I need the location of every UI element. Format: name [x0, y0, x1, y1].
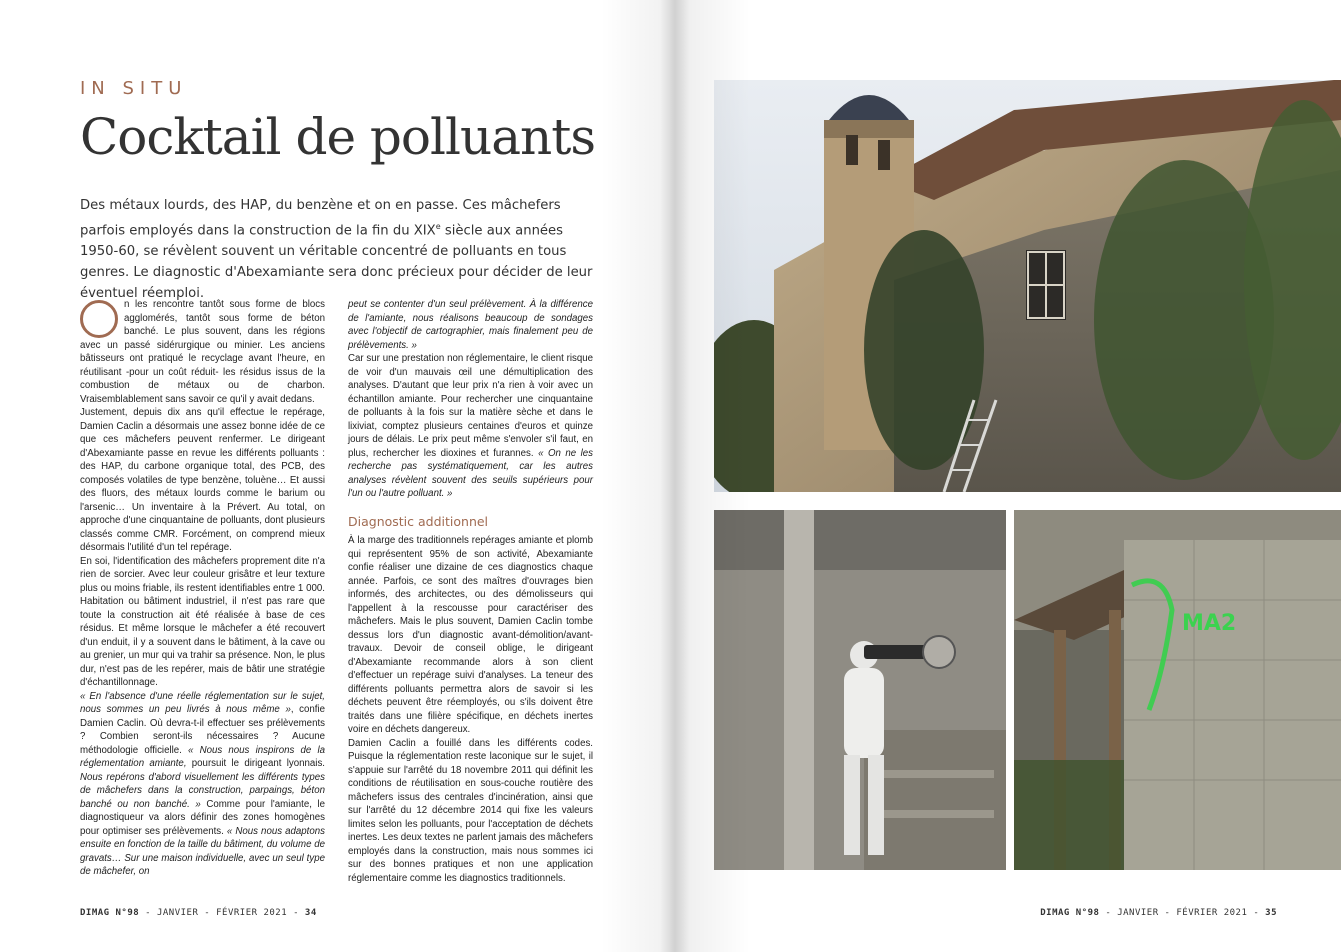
quote-text: « En l'absence d'une réelle réglementation sur le sujet, nous sommes un peu livrés à nous même » — [80, 690, 325, 715]
quote-text: Nous repérons d'abord visuellement les différents types de mâchefers dans la construction, parpaings, béton banché ou non banché. » — [80, 771, 325, 810]
photo-worker-drilling — [714, 510, 1006, 870]
paragraph — [80, 298, 325, 406]
page-footer-right — [1040, 908, 1277, 918]
paragraph-text: n les rencontre tantôt sous forme de blocs agglomérés, tantôt sous forme de béton banché. Le plus souvent, dans les régions avec un passé sidérurgique ou minier. Les anciens bâtisseurs ont pratiqué le recyclage avant l'heure, en réutilisant -pour un coût réduit- les résidus issus de la combustion de métaux ou de charbon. Vraisemblablement sans savoir ce qu'il y avait dedans. — [80, 299, 325, 405]
issue-date: - JANVIER - FÉVRIER 2021 - — [1099, 908, 1266, 918]
article-title: Cocktail de polluants — [80, 108, 595, 166]
lead-text-1: Des métaux lourds, des HAP, du benzène et on en passe. Ces mâchefers parfois employés dans la construction de la fin du XIX — [80, 198, 561, 239]
paragraph — [348, 298, 593, 352]
lead-text-2: siècle aux années 1950-60, se révèlent souvent un véritable concentré de polluants en tous genres. Le diagnostic d'Abexamiante sera donc précieux pour décider de leur éventuel réemploi. — [80, 223, 593, 301]
text-column-2 — [348, 298, 593, 885]
quote-text: « Nous nous adaptons ensuite en fonction de la taille du bâtiment, du volume de gravats… Sur une maison individuelle, avec un seul type de mâchefer, on — [80, 825, 325, 877]
paragraph-text: Comme pour l'amiante, le diagnostiqueur va alors définir des zones homogènes pour optimiser ses prélèvements. — [80, 798, 325, 837]
photo-church-building — [714, 80, 1341, 492]
paragraph-text: , confie Damien Caclin. Où devra-t-il effectuer ses prélèvements ? Combien seront-ils nécessaires ? Aucune méthodologie officielle. — [80, 704, 325, 756]
paragraph-text: Car sur une prestation non réglementaire, le client risque de voir d'un mauvais œil une démultiplication des analyses. D'autant que leur prix n'a rien à voir avec un échantillon amiante. Pour rechercher une cinquantaine de polluants à la fois sur la matière sèche et dans le lixiviat, comptez plusieurs centaines d'euros et quinze jours de délais. Le prix peut même s'envoler s'il faut, en plus, rechercher les dioxines et furannes. — [348, 353, 593, 459]
spray-mark-label: MA2 — [1182, 611, 1237, 636]
paragraph-text: poursuit le dirigeant lyonnais. — [186, 758, 325, 769]
magazine-name: DIMAG N°98 — [1040, 908, 1100, 918]
paragraph — [348, 352, 593, 501]
worker-illustration — [714, 510, 1006, 870]
text-column-1 — [80, 298, 325, 879]
wall-illustration — [1014, 510, 1341, 870]
paragraph: À la marge des traditionnels repérages amiante et plomb qui représentent 95% de son activité, Abexamiante confie réaliser une dizaine de ces diagnostics chaque année. Parfois, ce sont des maîtres d'ouvrages bien informés, des architectes, ou des démolisseurs qui l'appellent à la rescousse pour caractériser des mâchefers. Mais le plus souvent, Damien Caclin tombe dessus lors d'un diagnostic avant-démolition/avant-travaux. Devoir de conseil oblige, le dirigeant d'Abexamiante recommande alors à son client d'effectuer un repérage suivi d'analyses. La teneur des différents polluants permettra alors de savoir si les déchets peuvent être réemployés, ou s'ils doivent être traités dans une filière spécifique, en déchets inertes voire en déchets dangereux. — [348, 535, 593, 735]
quote-text: peut se contenter d'un seul prélèvement. À la différence de l'amiante, nous réalisons beaucoup de sondages avec l'objectif de cartographier, mais finalement peu de prélèvements. » — [348, 299, 593, 351]
photo-marked-wall — [1014, 510, 1341, 870]
page-number: 35 — [1265, 908, 1277, 918]
section-subheading: Diagnostic additionnel — [348, 513, 489, 529]
paragraph: Damien Caclin a fouillé dans les différents codes. Puisque la réglementation reste laconique sur le sujet, il s'appuie sur l'arrêté du 18 novembre 2011 qui définit les conditions de réutilisation en sous-couche routière des mâchefers issus des centrales d'incinération, ainsi que sur l'arrêté du 12 décembre 2014 qui fixe les valeurs limites selon les polluants, pour l'acceptation de déchets inertes. Les deux textes ne parlent jamais des mâchefers employés dans la construction, mais nous sommes ici sur des bonnes pratiques et non une application réglementaire comme les diagnostics traditionnels. — [348, 737, 594, 884]
magazine-name: DIMAG N°98 — [80, 908, 140, 918]
church-illustration — [714, 80, 1341, 492]
page-footer-left — [80, 908, 317, 918]
drop-cap-o-icon — [80, 300, 118, 338]
page-number: 34 — [304, 908, 317, 918]
lead-superscript: e — [435, 221, 441, 231]
section-kicker: IN SITU — [80, 78, 188, 99]
quote-text: « Nous nous inspirons de la réglementation amiante, — [80, 744, 325, 769]
paragraph — [80, 690, 325, 879]
issue-date: - JANVIER - FÉVRIER 2021 - — [139, 908, 305, 918]
quote-text: « On ne les recherche pas systématiquement, car les autres analyses révèlent souvent des seuils supérieurs pour l'un ou l'autre polluant. » — [348, 447, 593, 499]
article-lead — [80, 196, 600, 304]
paragraph: Justement, depuis dix ans qu'il effectue le repérage, Damien Caclin a désormais une assez bonne idée de ce que ces mâchefers peuvent renfermer. Le dirigeant d'Abexamiante passe en revue les différents polluants : des HAP, du carbone organique total, des PCB, des composés volatiles de type benzène, toluène… Et aussi des fluors, des métaux lourds comme le barium ou l'arsenic… Un inventaire à la Prévert. Au total, on approche d'une cinquantaine de polluants, dont plusieurs classés comme CMR. Forcément, on comprend mieux désormais l'utilité d'un tel repérage. — [80, 407, 325, 553]
paragraph: En soi, l'identification des mâchefers proprement dite n'a rien de sorcier. Avec leur couleur grisâtre et leur texture plus ou moins friable, ils restent identifiables entre 1 000. Habitation ou bâtiment industriel, il n'est pas rare que toute la construction ait été réalisée à base de ces résidus. Et même lorsque le mâchefer a été recouvert d'un enduit, il y a souvent dans le bâtiment, à la cave ou au grenier, un mur qui va trahir sa présence. Non, le plus dur, n'est pas de les repérer, mais de bâtir une stratégie d'échantillonnage. — [80, 555, 325, 688]
